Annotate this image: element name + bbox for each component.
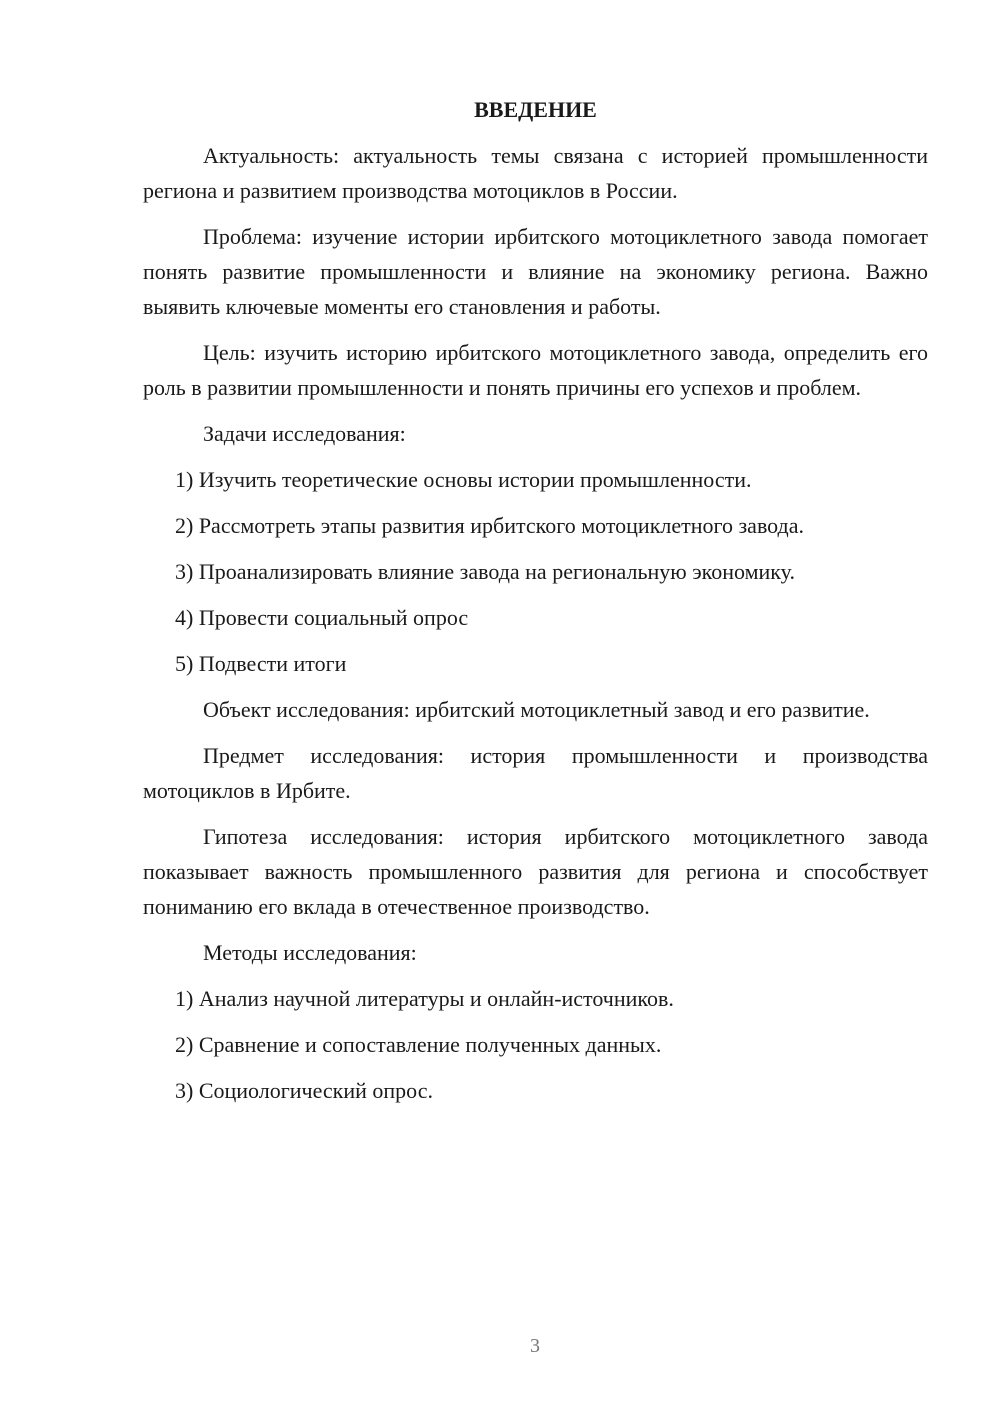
method-item: 1) Анализ научной литературы и онлайн-источников. — [175, 986, 674, 1011]
relevance-paragraph: Актуальность: актуальность темы связана с историей промышленности региона и развитием производства мотоциклов в России. — [143, 143, 928, 203]
problem-paragraph: Проблема: изучение истории ирбитского мотоциклетного завода помогает понять развитие промышленности и влияние на экономику региона. Важно выявить ключевые моменты его становления и работы. — [143, 224, 928, 319]
tasks-heading: Задачи исследования: — [203, 421, 406, 446]
method-item: 3) Социологический опрос. — [175, 1078, 433, 1103]
methods-heading: Методы исследования: — [203, 940, 417, 965]
method-item: 2) Сравнение и сопоставление полученных данных. — [175, 1032, 662, 1057]
subject-paragraph: Предмет исследования: история промышленности и производства мотоциклов в Ирбите. — [143, 743, 928, 803]
page-number: 3 — [530, 1335, 540, 1357]
task-item: 2) Рассмотреть этапы развития ирбитского мотоциклетного завода. — [175, 513, 805, 538]
task-item: 3) Проанализировать влияние завода на региональную экономику. — [175, 559, 795, 584]
object-paragraph: Объект исследования: ирбитский мотоциклетный завод и его развитие. — [203, 697, 870, 722]
task-item: 1) Изучить теоретические основы истории промышленности. — [175, 467, 752, 492]
task-item: 5) Подвести итоги — [175, 651, 347, 676]
goal-paragraph: Цель: изучить историю ирбитского мотоциклетного завода, определить его роль в развитии промышленности и понять причины его успехов и проблем. — [143, 340, 928, 400]
document-page — [143, 92, 928, 1119]
hypothesis-paragraph: Гипотеза исследования: история ирбитского мотоциклетного завода показывает важность промышленного развития для региона и способствует пониманию его вклада в отечественное производство. — [143, 824, 928, 919]
page-title: ВВЕДЕНИЕ — [474, 97, 597, 122]
task-item: 4) Провести социальный опрос — [175, 605, 469, 630]
